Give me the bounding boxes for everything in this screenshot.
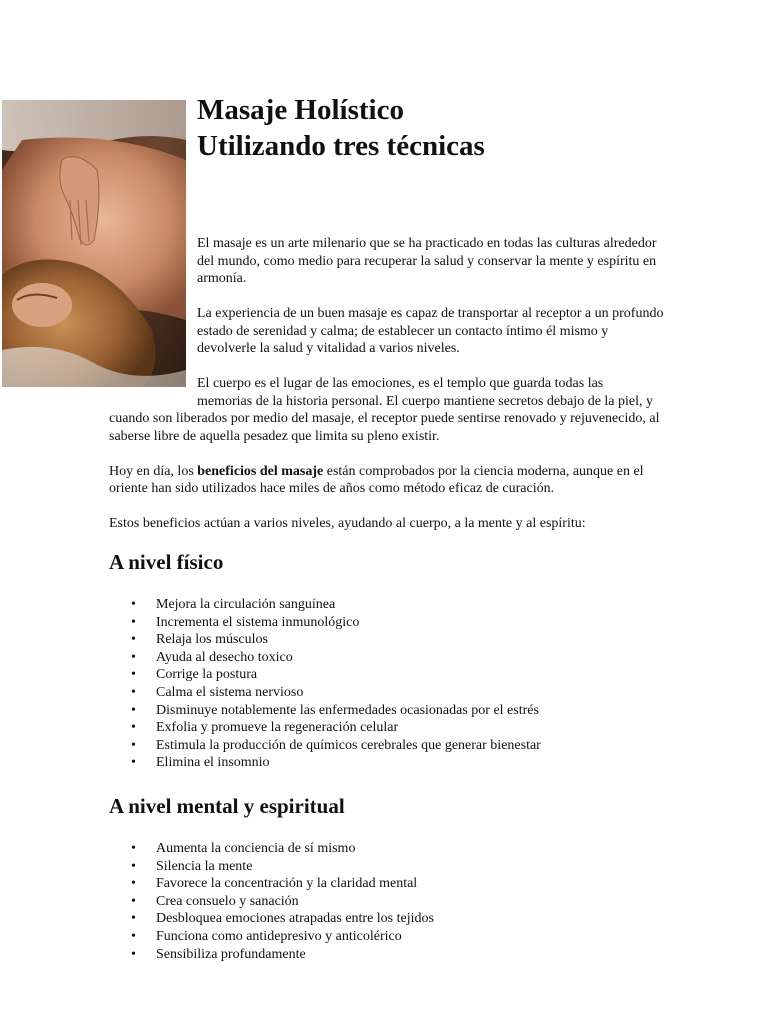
- paragraph-benefits-after: están comprobados por la ciencia moderna, aunque en el oriente han sido utilizados hace miles de años como método eficaz de curación.: [109, 463, 644, 496]
- list-item: • Aumenta la conciencia de sí mismo: [156, 840, 669, 858]
- list-item: • Favorece la concentración y la claridad mental: [156, 875, 669, 893]
- paragraph-body-lead: El cuerpo es el lugar de las emociones, es el templo que guarda todas las: [197, 376, 604, 391]
- list-item: • Desbloquea emociones atrapadas entre los tejidos: [156, 910, 669, 928]
- paragraph-body: [109, 375, 669, 445]
- list-item: • Corrige la postura: [156, 666, 669, 684]
- mental-benefits-list: [109, 840, 669, 963]
- list-item: • Exfolia y promueve la regeneración celular: [156, 719, 669, 737]
- paragraph-intro: El masaje es un arte milenario que se ha practicado en todas las culturas alrededor del mundo, como medio para recuperar la salud y conservar la mente y espíritu en armonía.: [197, 236, 657, 286]
- list-item: • Estimula la producción de químicos cerebrales que generar bienestar: [156, 737, 669, 755]
- section-heading-physical: A nivel físico: [109, 550, 224, 574]
- list-item: • Silencia la mente: [156, 858, 669, 876]
- paragraph-body-rest: memorias de la historia personal. El cuerpo mantiene secretos debajo de la piel, y cuando son liberados por medio del masaje, el receptor puede sentirse renovado y rejuvenecido, al saberse libre de aquella pesadez que limita su pleno existir.: [109, 393, 660, 444]
- paragraph-benefits: [109, 463, 669, 498]
- list-item: • Elimina el insomnio: [156, 754, 669, 772]
- document-title: [197, 92, 737, 164]
- title-line-2: Utilizando tres técnicas: [197, 130, 485, 162]
- physical-benefits-list: [109, 596, 669, 772]
- list-item: • Sensibiliza profundamente: [156, 946, 669, 964]
- list-item: • Incrementa el sistema inmunológico: [156, 614, 669, 632]
- paragraph-levels: Estos beneficios actúan a varios niveles, ayudando al cuerpo, a la mente y al espíritu:: [109, 516, 586, 531]
- title-line-1: Masaje Holístico: [197, 94, 404, 126]
- list-item: • Relaja los músculos: [156, 631, 669, 649]
- paragraph-experience: La experiencia de un buen masaje es capaz de transportar al receptor a un profundo estado de serenidad y calma; de establecer un contacto íntimo él mismo y devolverle la salud y vitalidad a varios niveles.: [197, 306, 664, 356]
- list-item: • Ayuda al desecho toxico: [156, 649, 669, 667]
- list-item: • Calma el sistema nervioso: [156, 684, 669, 702]
- benefits-link-text: beneficios del masaje: [197, 463, 324, 479]
- list-item: • Mejora la circulación sanguínea: [156, 596, 669, 614]
- list-item: • Crea consuelo y sanación: [156, 893, 669, 911]
- section-heading-mental: A nivel mental y espiritual: [109, 793, 345, 818]
- list-item: • Disminuye notablemente las enfermedades ocasionadas por el estrés: [156, 702, 669, 720]
- list-item: • Funciona como antidepresivo y anticolérico: [156, 928, 669, 946]
- document-body: [109, 235, 669, 985]
- paragraph-benefits-before: Hoy en día, los: [109, 463, 198, 479]
